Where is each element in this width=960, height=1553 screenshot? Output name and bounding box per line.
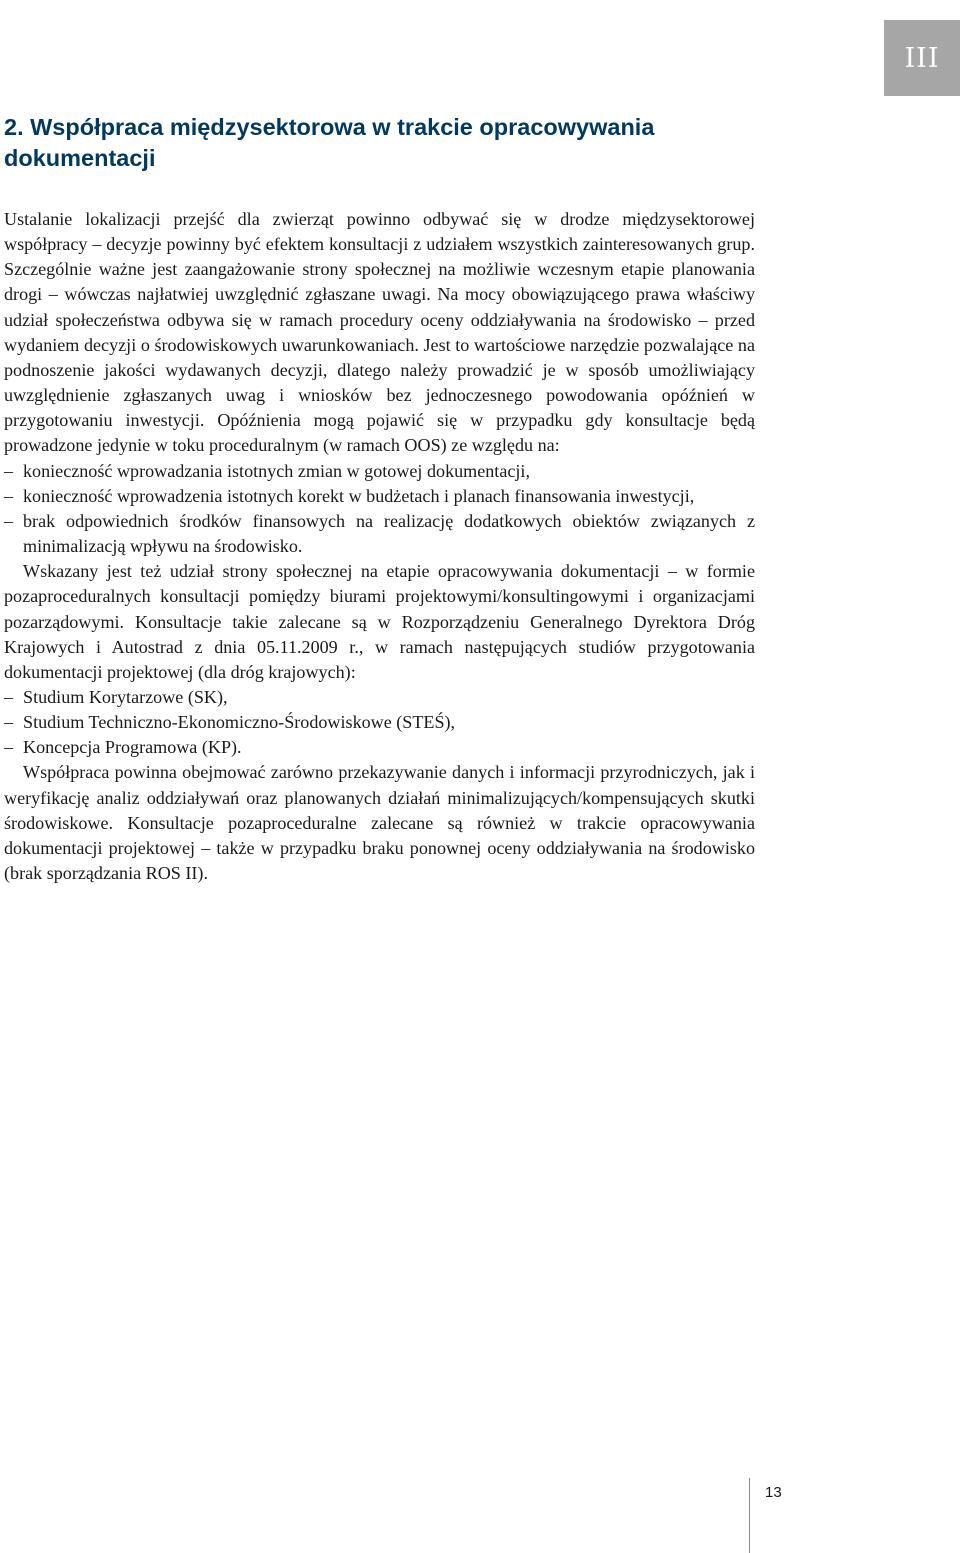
dash-bullet: – <box>4 737 14 758</box>
paragraph-cooperation: Współpraca powinna obejmować zarówno przekazywanie danych i informacji przyrodniczych, jak i weryfikację analiz oddziaływań oraz planowanych działań minimalizujących/kompensujących skutki środowiskowe. Konsultacje pozaproceduralne zalecane są również w trakcie opracowywania dokumentacji projektowej – także w przypadku braku ponownej oceny oddziaływania na środowisko (brak sporządzania ROS II). <box>4 762 755 884</box>
delay-reasons-list <box>4 459 755 560</box>
studies-list <box>4 685 755 760</box>
list-item: – brak odpowiednich środków finansowych na realizację dodatkowych obiektów związanych z minimalizacją wpływu na środowisko. <box>4 510 755 557</box>
chapter-marker: III <box>904 42 940 74</box>
page-number-divider <box>749 1478 750 1553</box>
dash-bullet: – <box>4 510 14 531</box>
dash-bullet: – <box>4 485 14 506</box>
page-number: 13 <box>765 1484 782 1501</box>
dash-bullet: – <box>4 686 14 707</box>
list-item: – konieczność wprowadzenia istotnych korekt w budżetach i planach finansowania inwestycji, <box>4 484 755 509</box>
paragraph-consultation-intro: Ustalanie lokalizacji przejść dla zwierząt powinno odbywać się w drodze międzysektorowej współpracy – decyzje powinny być efektem konsultacji z udziałem wszystkich zainteresowanych grup. Szczególnie ważne jest zaangażowanie strony społecznej na możliwie wczesnym etapie planowania drogi – wówczas najłatwiej uwzględnić zgłaszane uwagi. Na mocy obowiązującego prawa właściwy udział społeczeństwa odbywa się w ramach procedury oceny oddziaływania na środowisko – przed wydaniem decyzji o środowiskowych uwarunkowaniach. Jest to wartościowe narzędzie pozwalające na podnoszenie jakości wydawanych decyzji, dlatego należy prowadzić je w sposób umożliwiający uwzględnienie zgłaszanych uwag i wniosków bez jednoczesnego powodowania opóźnień w przygotowaniu inwestycji. Opóźnienia mogą pojawić się w przypadku gdy konsultacje będą prowadzone jedynie w toku proceduralnym (w ramach OOS) ze względu na: <box>4 209 755 456</box>
list-item: – Koncepcja Programowa (KP). <box>4 735 755 760</box>
dash-bullet: – <box>4 712 14 733</box>
section-title: 2. Współpraca międzysektorowa w trakcie opracowywania dokumentacji <box>4 114 655 171</box>
list-item: – Studium Korytarzowe (SK), <box>4 685 755 710</box>
body-text <box>4 207 755 886</box>
chapter-tab <box>884 20 960 96</box>
paragraph-nonprocedural: Wskazany jest też udział strony społecznej na etapie opracowywania dokumentacji – w formie pozaproceduralnych konsultacji pomiędzy biurami projektowymi/konsultingowymi i organizacjami pozarządowymi. Konsultacje takie zalecane są w Rozporządzeniu Generalnego Dyrektora Dróg Krajowych i Autostrad z dnia 05.11.2009 r., w ramach następujących studiów przygotowania dokumentacji projektowej (dla dróg krajowych): <box>4 561 755 682</box>
list-item: – konieczność wprowadzania istotnych zmian w gotowej dokumentacji, <box>4 459 755 484</box>
dash-bullet: – <box>4 460 14 481</box>
list-item: – Studium Techniczno-Ekonomiczno-Środowiskowe (STEŚ), <box>4 710 755 735</box>
